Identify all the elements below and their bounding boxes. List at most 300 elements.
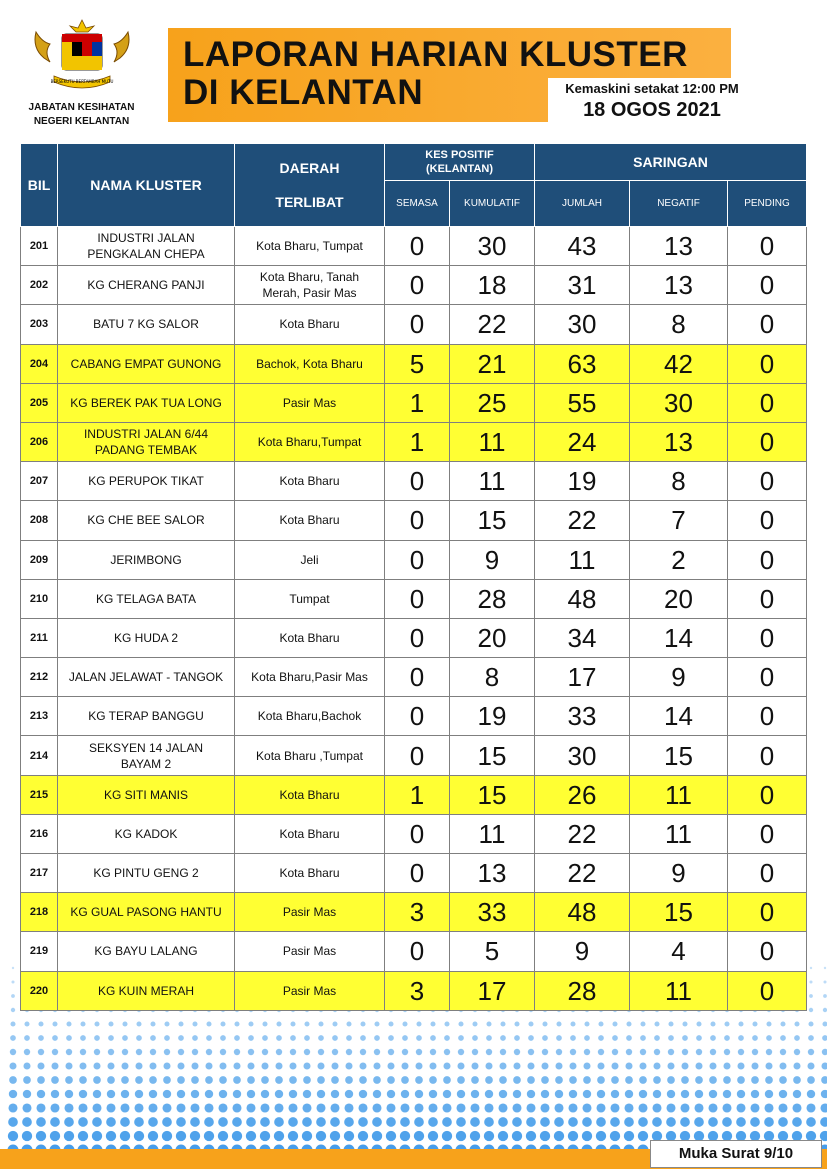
cell-cluster-name — [58, 854, 235, 893]
cell-semasa — [385, 227, 450, 266]
cell-cluster-name-line-1: KG HUDA 2 — [113, 630, 179, 645]
background-dot — [164, 1035, 170, 1041]
background-dot — [401, 1090, 409, 1098]
background-dot — [178, 1049, 184, 1055]
background-dot — [372, 1117, 382, 1127]
cell-semasa — [385, 344, 450, 383]
background-dot — [262, 1049, 268, 1055]
cell-pending — [728, 736, 807, 775]
cell-pending-line-1: 0 — [759, 270, 775, 301]
background-dot — [570, 1049, 576, 1055]
background-dot — [653, 1062, 660, 1069]
background-dot — [233, 1062, 240, 1069]
cell-bil — [21, 814, 58, 853]
cell-jumlah-line-1: 48 — [567, 897, 597, 928]
cell-pending — [728, 422, 807, 461]
background-dot — [752, 1035, 758, 1041]
cell-kumulatif — [450, 618, 535, 657]
background-dot — [528, 1035, 534, 1041]
cell-cluster-name-line-2: BAYAM 2 — [120, 756, 172, 771]
background-dot — [456, 1117, 466, 1127]
background-dot — [764, 1103, 773, 1112]
background-dot — [428, 1103, 437, 1112]
background-dot — [569, 1090, 577, 1098]
cell-semasa — [385, 893, 450, 932]
cell-pending-line-1: 0 — [759, 858, 775, 889]
table-row — [21, 305, 807, 344]
update-info — [548, 78, 756, 126]
background-dot — [121, 1076, 129, 1084]
background-dot — [162, 1131, 172, 1141]
background-dot — [303, 1090, 311, 1098]
background-dot — [374, 1049, 380, 1055]
cell-jumlah — [535, 971, 630, 1010]
background-dot — [275, 1062, 282, 1069]
background-dot — [667, 1062, 674, 1069]
cell-cluster-name — [58, 618, 235, 657]
cell-area-line-1: Kota Bharu — [279, 787, 340, 802]
background-dot — [121, 1062, 128, 1069]
background-dot — [149, 1076, 157, 1084]
background-dot — [625, 1090, 633, 1098]
col-area-header-line-2: TERLIBAT — [275, 194, 344, 210]
group-positive-line-1: KES POSITIF — [425, 149, 494, 161]
background-dot — [135, 1062, 142, 1069]
cell-cluster-name — [58, 462, 235, 501]
cell-pending-line-1: 0 — [759, 779, 775, 810]
background-dot — [22, 1103, 31, 1112]
cell-negatif — [630, 971, 728, 1010]
cell-cluster-name-line-1: KG SITI MANIS — [103, 787, 188, 802]
background-dot — [471, 1076, 479, 1084]
cell-kumulatif — [450, 814, 535, 853]
cell-semasa-line-1: 0 — [409, 583, 425, 614]
cell-kumulatif — [450, 893, 535, 932]
cell-cluster-name — [58, 697, 235, 736]
cell-jumlah-line-1: 55 — [567, 387, 597, 418]
cell-bil — [21, 540, 58, 579]
cell-cluster-name-line-1: KG TERAP BANGGU — [88, 709, 204, 724]
cell-cluster-name-line-1: KG BEREK PAK TUA LONG — [70, 395, 222, 410]
cell-cluster-name-line-1: KG PERUPOK TIKAT — [88, 474, 204, 489]
cell-kumulatif — [450, 736, 535, 775]
agency-line-2: NEGERI KELANTAN — [33, 116, 130, 127]
background-dot — [820, 1103, 827, 1112]
background-dot — [737, 1076, 745, 1084]
background-dot — [471, 1090, 479, 1098]
background-dot — [177, 1090, 185, 1098]
cell-area-line-1: Pasir Mas — [282, 395, 337, 410]
cell-jumlah — [535, 383, 630, 422]
cell-area-line-1: Pasir Mas — [282, 944, 337, 959]
background-dot — [358, 1131, 368, 1141]
background-dot — [470, 1117, 480, 1127]
cell-cluster-name-line-1: KG KADOK — [114, 826, 178, 841]
background-dot — [190, 1117, 200, 1127]
cell-jumlah-line-1: 22 — [567, 858, 597, 889]
cell-semasa — [385, 697, 450, 736]
background-dot — [724, 1049, 730, 1055]
col-negatif-header: NEGATIF — [630, 181, 728, 227]
cell-pending — [728, 775, 807, 814]
background-dot — [260, 1117, 270, 1127]
cell-bil-line-1: 210 — [29, 592, 49, 605]
background-dot — [246, 1131, 256, 1141]
cell-negatif-line-1: 30 — [664, 387, 693, 418]
background-dot — [597, 1076, 605, 1084]
background-dot — [444, 1049, 450, 1055]
cell-kumulatif-line-1: 30 — [477, 231, 507, 262]
background-dot — [611, 1076, 619, 1084]
cell-semasa-line-1: 5 — [409, 348, 425, 379]
cell-negatif-line-1: 14 — [664, 701, 693, 732]
cell-area — [235, 266, 385, 305]
background-dot — [737, 1090, 745, 1098]
cell-pending-line-1: 0 — [759, 231, 775, 262]
background-dot — [764, 1117, 774, 1127]
cell-kumulatif-line-1: 8 — [484, 662, 500, 693]
background-dot — [386, 1131, 396, 1141]
background-dot — [36, 1103, 45, 1112]
background-dot — [780, 1049, 786, 1055]
background-dot — [107, 1062, 114, 1069]
background-dot — [666, 1117, 676, 1127]
background-dot — [233, 1090, 241, 1098]
background-dot — [443, 1076, 451, 1084]
cell-jumlah — [535, 462, 630, 501]
cell-negatif — [630, 775, 728, 814]
cell-kumulatif-line-1: 11 — [478, 818, 506, 849]
cell-negatif-line-1: 4 — [671, 936, 686, 967]
cell-negatif — [630, 932, 728, 971]
cell-jumlah — [535, 540, 630, 579]
table-row — [21, 814, 807, 853]
cell-kumulatif-line-1: 5 — [484, 936, 500, 967]
cell-cluster-name — [58, 775, 235, 814]
background-dot — [234, 1035, 240, 1041]
cell-semasa-line-1: 0 — [409, 662, 425, 693]
background-dot — [457, 1090, 465, 1098]
background-dot — [344, 1117, 354, 1127]
background-dot — [695, 1062, 702, 1069]
background-dot — [10, 1021, 15, 1026]
background-dot — [430, 1049, 436, 1055]
background-dot — [288, 1131, 298, 1141]
background-dot — [416, 1035, 422, 1041]
cell-negatif — [630, 854, 728, 893]
background-dot — [106, 1117, 116, 1127]
background-dot — [262, 1021, 267, 1026]
background-dot — [654, 1035, 660, 1041]
cell-area — [235, 422, 385, 461]
cell-cluster-name — [58, 501, 235, 540]
background-dot — [778, 1117, 788, 1127]
background-dot — [78, 1131, 88, 1141]
background-dot — [50, 1117, 60, 1127]
background-dot — [205, 1076, 213, 1084]
cell-pending — [728, 540, 807, 579]
background-dot — [513, 1062, 520, 1069]
cell-jumlah — [535, 227, 630, 266]
background-dot — [472, 1021, 477, 1026]
background-dot — [512, 1131, 522, 1141]
background-dot — [332, 1049, 338, 1055]
background-dot — [302, 1103, 311, 1112]
background-dot — [37, 1076, 45, 1084]
background-dot — [568, 1131, 578, 1141]
background-dot — [304, 1035, 310, 1041]
background-dot — [751, 1090, 759, 1098]
cell-jumlah-line-1: 30 — [567, 309, 597, 340]
background-dot — [374, 1035, 380, 1041]
cell-pending-line-1: 0 — [759, 466, 775, 497]
background-dot — [458, 1035, 464, 1041]
background-dot — [373, 1062, 380, 1069]
background-dot — [429, 1090, 437, 1098]
cell-jumlah-line-1: 26 — [567, 779, 597, 810]
cell-jumlah-line-1: 43 — [567, 231, 597, 262]
cell-area-line-1: Kota Bharu,Bachok — [257, 709, 362, 724]
background-dot — [246, 1117, 256, 1127]
table-row — [21, 344, 807, 383]
background-dot — [220, 1021, 225, 1026]
table-row — [21, 422, 807, 461]
background-dot — [106, 1131, 116, 1141]
background-dot — [414, 1131, 424, 1141]
background-dot — [541, 1062, 548, 1069]
cell-negatif — [630, 383, 728, 422]
cell-semasa-line-1: 0 — [409, 936, 425, 967]
background-dot — [500, 1049, 506, 1055]
background-dot — [822, 1049, 827, 1055]
cell-negatif-line-1: 11 — [665, 779, 692, 810]
cell-cluster-name-line-1: KG TELAGA BATA — [95, 591, 197, 606]
cell-negatif — [630, 227, 728, 266]
background-dot — [318, 1035, 324, 1041]
background-dot — [23, 1062, 30, 1069]
cell-kumulatif — [450, 501, 535, 540]
cell-semasa — [385, 305, 450, 344]
cell-cluster-name — [58, 932, 235, 971]
background-dot — [694, 1117, 704, 1127]
cell-jumlah-line-1: 31 — [567, 270, 597, 301]
cell-jumlah-line-1: 11 — [568, 544, 596, 575]
cell-pending-line-1: 0 — [759, 622, 775, 653]
cell-cluster-name — [58, 383, 235, 422]
background-dot — [500, 1035, 506, 1041]
background-dot — [428, 1131, 438, 1141]
background-dot — [66, 1035, 72, 1041]
cell-pending — [728, 697, 807, 736]
background-dot — [612, 1021, 617, 1026]
background-dot — [792, 1103, 801, 1112]
cell-negatif-line-1: 11 — [665, 818, 692, 849]
background-dot — [638, 1117, 648, 1127]
background-dot — [10, 1049, 16, 1055]
background-dot — [443, 1062, 450, 1069]
background-dot — [472, 1035, 478, 1041]
background-dot — [372, 1103, 381, 1112]
background-dot — [680, 1117, 690, 1127]
cell-kumulatif-line-1: 11 — [478, 427, 506, 458]
cell-kumulatif — [450, 344, 535, 383]
background-dot — [710, 1021, 715, 1026]
cell-semasa — [385, 501, 450, 540]
background-dot — [514, 1021, 519, 1026]
cell-jumlah-line-1: 48 — [567, 583, 597, 614]
background-dot — [640, 1035, 646, 1041]
background-dot — [11, 980, 14, 983]
background-dot — [93, 1076, 101, 1084]
background-dot — [149, 1090, 157, 1098]
cell-negatif — [630, 540, 728, 579]
background-dot — [219, 1062, 226, 1069]
background-dot — [134, 1103, 143, 1112]
coat-of-arms-logo — [24, 18, 140, 94]
background-dot — [680, 1103, 689, 1112]
background-dot — [639, 1076, 647, 1084]
background-dot — [248, 1049, 254, 1055]
background-dot — [512, 1117, 522, 1127]
background-dot — [540, 1117, 550, 1127]
background-dot — [345, 1062, 352, 1069]
cell-area — [235, 775, 385, 814]
cell-semasa — [385, 971, 450, 1010]
cell-pending — [728, 383, 807, 422]
background-dot — [681, 1076, 689, 1084]
background-dot — [681, 1090, 689, 1098]
background-dot — [652, 1103, 661, 1112]
background-dot — [722, 1117, 732, 1127]
cell-cluster-name-line-1: KG CHERANG PANJI — [87, 278, 205, 293]
cell-bil-line-1: 207 — [29, 475, 49, 488]
background-dot — [316, 1103, 325, 1112]
cell-bil — [21, 227, 58, 266]
cell-area-line-1: Bachok, Kota Bharu — [256, 356, 363, 371]
cell-area — [235, 305, 385, 344]
cell-area — [235, 227, 385, 266]
background-dot — [260, 1103, 269, 1112]
cell-jumlah — [535, 814, 630, 853]
cell-jumlah-line-1: 19 — [567, 466, 597, 497]
background-dot — [820, 1117, 827, 1127]
cell-semasa — [385, 383, 450, 422]
background-dot — [751, 1076, 759, 1084]
background-dot — [191, 1076, 199, 1084]
cell-pending-line-1: 0 — [759, 740, 775, 771]
cell-bil — [21, 854, 58, 893]
background-dot — [11, 1008, 15, 1012]
background-dot — [148, 1103, 157, 1112]
background-dot — [10, 1035, 16, 1041]
cell-negatif — [630, 266, 728, 305]
cell-bil-line-1: 202 — [29, 279, 49, 292]
background-dot — [570, 1021, 575, 1026]
background-dot — [807, 1090, 815, 1098]
background-dot — [107, 1090, 115, 1098]
background-dot — [24, 1049, 30, 1055]
cell-semasa-line-1: 0 — [409, 740, 425, 771]
background-dot — [374, 1021, 379, 1026]
background-dot — [582, 1117, 592, 1127]
background-dot — [106, 1103, 115, 1112]
cell-kumulatif — [450, 266, 535, 305]
background-dot — [150, 1049, 156, 1055]
background-dot — [178, 1021, 183, 1026]
background-dot — [498, 1117, 508, 1127]
background-dot — [597, 1090, 605, 1098]
background-dot — [457, 1076, 465, 1084]
background-dot — [824, 967, 826, 969]
cell-jumlah-line-1: 24 — [567, 427, 597, 458]
background-dot — [444, 1035, 450, 1041]
background-dot — [288, 1103, 297, 1112]
cell-bil — [21, 422, 58, 461]
cell-kumulatif-line-1: 20 — [477, 622, 507, 653]
background-dot — [583, 1090, 591, 1098]
background-dot — [64, 1103, 73, 1112]
background-dot — [66, 1049, 72, 1055]
background-dot — [191, 1090, 199, 1098]
group-positive-line-2: (KELANTAN) — [425, 163, 493, 175]
background-dot — [809, 1008, 813, 1012]
background-dot — [415, 1062, 422, 1069]
cell-area-line-1: Kota Bharu — [279, 630, 340, 645]
background-dot — [190, 1103, 199, 1112]
cell-negatif-line-1: 14 — [664, 622, 693, 653]
background-dot — [821, 1076, 827, 1084]
cell-negatif-line-1: 7 — [671, 505, 686, 536]
background-dot — [93, 1062, 100, 1069]
cell-area — [235, 697, 385, 736]
background-dot — [80, 1021, 85, 1026]
background-dot — [667, 1090, 675, 1098]
background-dot — [695, 1076, 703, 1084]
background-dot — [108, 1035, 114, 1041]
background-dot — [345, 1090, 353, 1098]
col-kumulatif-header: KUMULATIF — [450, 181, 535, 227]
background-dot — [346, 1035, 352, 1041]
background-dot — [274, 1117, 284, 1127]
background-dot — [136, 1021, 141, 1026]
background-dot — [234, 1021, 239, 1026]
cell-semasa — [385, 736, 450, 775]
background-dot — [779, 1062, 786, 1069]
background-dot — [317, 1076, 325, 1084]
background-dot — [625, 1062, 632, 1069]
background-dot — [596, 1103, 605, 1112]
background-dot — [443, 1090, 451, 1098]
background-dot — [779, 1076, 787, 1084]
cell-negatif — [630, 893, 728, 932]
background-dot — [653, 1090, 661, 1098]
background-dot — [50, 1131, 60, 1141]
cell-area-line-1: Kota Bharu — [279, 513, 340, 528]
cell-jumlah — [535, 697, 630, 736]
background-dot — [205, 1090, 213, 1098]
background-dot — [626, 1049, 632, 1055]
cell-area-line-1: Kota Bharu,Tumpat — [257, 435, 362, 450]
background-dot — [204, 1117, 214, 1127]
cell-cluster-name — [58, 736, 235, 775]
background-dot — [554, 1131, 564, 1141]
col-bil-header: BIL — [21, 144, 58, 227]
background-dot — [442, 1131, 452, 1141]
background-dot — [232, 1131, 242, 1141]
background-dot — [822, 1021, 827, 1026]
cell-bil — [21, 266, 58, 305]
cell-area-line-1: Tumpat — [289, 591, 330, 606]
